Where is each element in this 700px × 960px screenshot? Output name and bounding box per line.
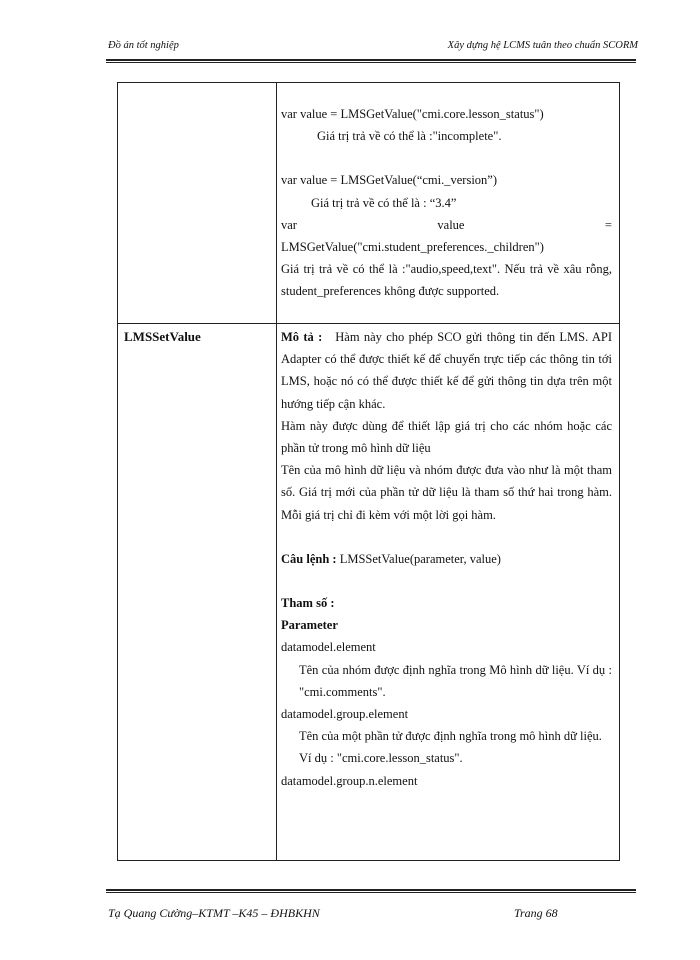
syntax-text: LMSSetValue(parameter, value) [339,551,501,566]
param-name: datamodel.element [281,640,376,655]
code-line: var value = LMSGetValue(“cmi._version”) [281,173,498,188]
code-line-split [281,214,612,236]
header-right: Xây dựng hệ LCMS tuân theo chuẩn SCORM [447,40,638,51]
result-line: Giá trị trả về có thể là : “3.4” [311,195,457,210]
code-token: = [604,217,612,232]
code-token: var [281,217,297,232]
param-name: datamodel.group.element [281,707,409,722]
code-line: var value = LMSGetValue("cmi.core.lesson_status") [281,107,544,121]
paragraph: Tên của mô hình dữ liệu và nhóm được đưa vào như là một tham số. Giá trị mới của phần tử dữ liệu là tham số thứ hai trong hàm. Mỗi giá trị chỉ đi kèm với một lời gọi hàm. [281,463,612,522]
description-label: Mô tả : [281,330,323,344]
function-name-cell [118,324,277,860]
paragraph: Hàm này được dùng để thiết lập giá trị cho các nhóm hoặc các phần tử trong mô hình dữ liệu [281,418,612,456]
syntax [281,548,612,570]
syntax-label: Câu lệnh : [281,551,337,566]
function-detail-cell [277,83,619,323]
param-name: datamodel.group.n.element [281,773,418,788]
header-left: Đồ án tốt nghiệp [108,40,179,51]
result-line: Giá trị trả về có thể là :"incomplete". [317,129,502,144]
table-row [118,83,619,323]
param-desc: Tên của nhóm được định nghĩa trong Mô hình dữ liệu. Ví dụ : "cmi.comments". [299,662,612,699]
table-row [118,323,619,860]
result-paragraph: Giá trị trả về có thể là :"audio,speed,text". Nếu trả về xâu rỗng, student_preferences không được supported. [281,262,612,299]
code-token: value [437,217,465,232]
param-desc: Tên của một phần tử được định nghĩa trong mô hình dữ liệu. [299,729,602,744]
footer-rule [106,889,636,893]
parameter-label: Parameter [281,618,338,633]
code-line: LMSGetValue("cmi.student_preferences._children") [281,240,544,255]
param-example: Ví dụ : "cmi.core.lesson_status". [299,751,463,766]
footer-left: Tạ Quang Cường–KTMT –K45 – ĐHBKHN [108,906,320,920]
function-name-cell [118,83,277,323]
header-rule [106,59,636,63]
description-text: Hàm này cho phép SCO gửi thông tin đến LMS. API Adapter có thể được thiết kế để chuyển trực tiếp các thông tin tới LMS, hoặc nó có thể được thiết kế để gửi thông tin dựa trên một hướng tiếp cận khác. [281,330,613,411]
description [281,326,612,415]
function-detail-cell [277,324,619,860]
params-label: Tham số : [281,596,335,611]
page-number: Trang 68 [514,906,558,920]
function-table [117,82,620,861]
function-name: LMSSetValue [124,329,201,344]
